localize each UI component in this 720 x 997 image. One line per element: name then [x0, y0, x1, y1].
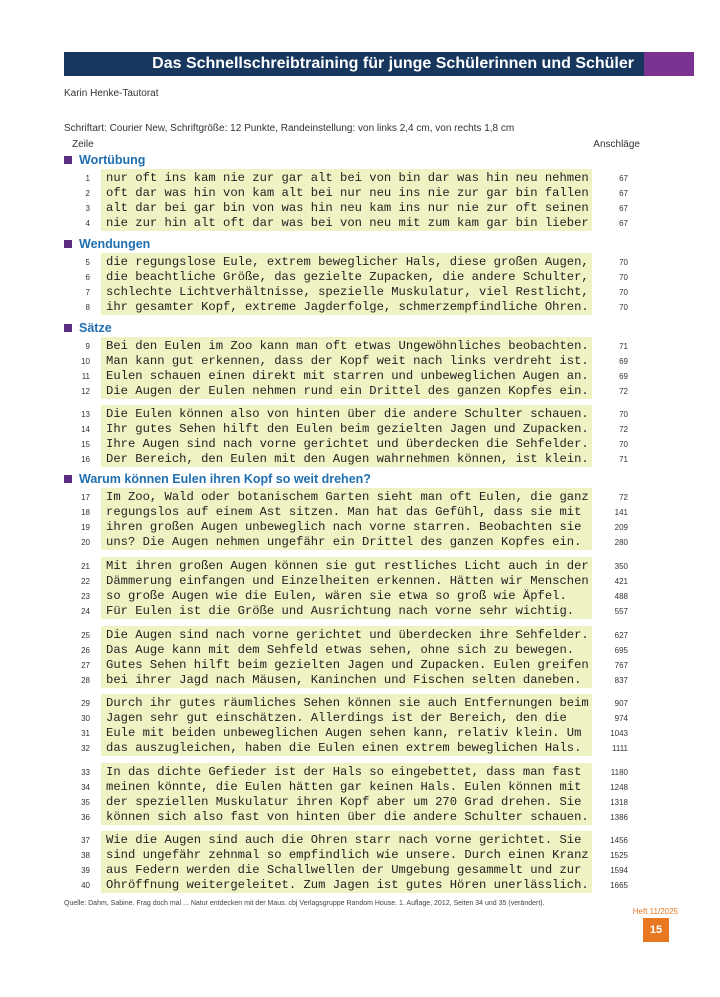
exercise-line	[0, 520, 720, 535]
exercise-line	[0, 505, 720, 520]
keystroke-count: 280	[614, 538, 628, 547]
exercise-line	[0, 863, 720, 878]
exercise-line	[0, 643, 720, 658]
keystroke-count: 70	[619, 273, 628, 282]
section-title: Wortübung	[79, 153, 146, 167]
line-text: das auszugleichen, haben die Eulen einen extrem beweglichen Hals.	[106, 741, 582, 755]
source-citation: Quelle: Dahm, Sabine. Frag doch mal ... Natur entdecken mit der Maus. cbj Verlagsgruppe Random House. 1. Auflage, 2012, Seiten 34 und 35 (verändert).	[64, 900, 545, 907]
page-number: 15	[643, 918, 669, 942]
font-info: Schriftart: Courier New, Schriftgröße: 12 Punkte, Randeinstellung: von links 2,4 cm, von rechts 1,8 cm	[64, 123, 515, 134]
exercise-line	[0, 833, 720, 848]
keystroke-count: 695	[614, 646, 628, 655]
keystroke-count: 557	[614, 607, 628, 616]
line-number: 31	[81, 729, 90, 738]
line-number: 22	[81, 577, 90, 586]
section-warum	[64, 471, 371, 487]
keystroke-count: 627	[614, 631, 628, 640]
keystroke-count: 1043	[610, 729, 628, 738]
line-text: Die Augen der Eulen nehmen rund ein Drittel des ganzen Kopfes ein.	[106, 384, 589, 398]
keystroke-count: 1525	[610, 851, 628, 860]
line-text: die beachtliche Größe, das gezielte Zupacken, die andere Schulter,	[106, 270, 589, 284]
exercise-line	[0, 795, 720, 810]
exercise-line	[0, 384, 720, 399]
line-number: 13	[81, 410, 90, 419]
line-text: sind ungefähr zehnmal so empfindlich wie unsere. Durch einen Kranz	[106, 848, 589, 862]
keystroke-count: 72	[619, 493, 628, 502]
line-number: 8	[85, 303, 90, 312]
exercise-line	[0, 490, 720, 505]
exercise-line	[0, 422, 720, 437]
exercise-line	[0, 255, 720, 270]
column-header-zeile: Zeile	[72, 139, 94, 150]
line-text: schlechte Lichtverhältnisse, spezielle Muskulatur, viel Restlicht,	[106, 285, 589, 299]
line-text: In das dichte Gefieder ist der Hals so eingebettet, dass man fast	[106, 765, 582, 779]
line-number: 4	[85, 219, 90, 228]
line-text: Ihre Augen sind nach vorne gerichtet und überdecken die Sehfelder.	[106, 437, 589, 451]
exercise-line	[0, 201, 720, 216]
exercise-line	[0, 437, 720, 452]
line-number: 10	[81, 357, 90, 366]
line-text: Die Eulen können also von hinten über die andere Schulter schauen.	[106, 407, 589, 421]
line-number: 2	[85, 189, 90, 198]
section-title: Warum können Eulen ihren Kopf so weit drehen?	[79, 472, 371, 486]
line-text: so große Augen wie die Eulen, wären sie etwa so groß wie Äpfel.	[106, 589, 567, 603]
line-number: 23	[81, 592, 90, 601]
header-accent	[644, 52, 694, 76]
keystroke-count: 72	[619, 387, 628, 396]
line-text: Durch ihr gutes räumliches Sehen können sie auch Entfernungen beim	[106, 696, 589, 710]
exercise-line	[0, 407, 720, 422]
keystroke-count: 67	[619, 204, 628, 213]
keystroke-count: 1180	[610, 768, 628, 777]
line-text: Bei den Eulen im Zoo kann man oft etwas Ungewöhnliches beobachten.	[106, 339, 589, 353]
exercise-line	[0, 604, 720, 619]
keystroke-count: 350	[614, 562, 628, 571]
line-text: Im Zoo, Wald oder botanischem Garten sieht man oft Eulen, die ganz	[106, 490, 589, 504]
line-number: 16	[81, 455, 90, 464]
exercise-line	[0, 765, 720, 780]
line-text: Dämmerung einfangen und Einzelheiten erkennen. Hätten wir Menschen	[106, 574, 589, 588]
author: Karin Henke-Tautorat	[64, 88, 159, 99]
line-text: bei ihrer Jagd nach Mäusen, Kaninchen und Fischen selten daneben.	[106, 673, 582, 687]
line-text: Eule mit beiden unbeweglichen Augen sehen kann, relativ klein. Um	[106, 726, 582, 740]
line-text: ihr gesamter Kopf, extreme Jagderfolge, schmerzempfindliche Ohren.	[106, 300, 589, 314]
line-text: Jagen sehr gut einschätzen. Allerdings ist der Bereich, den die	[106, 711, 567, 725]
exercise-line	[0, 658, 720, 673]
exercise-line	[0, 589, 720, 604]
line-text: Die Augen sind nach vorne gerichtet und überdecken ihre Sehfelder.	[106, 628, 589, 642]
line-number: 11	[81, 372, 90, 381]
line-number: 3	[85, 204, 90, 213]
exercise-line	[0, 878, 720, 893]
line-number: 9	[85, 342, 90, 351]
line-text: Für Eulen ist die Größe und Ausrichtung nach vorne sehr wichtig.	[106, 604, 575, 618]
keystroke-count: 1386	[610, 813, 628, 822]
exercise-line	[0, 780, 720, 795]
line-number: 20	[81, 538, 90, 547]
exercise-line	[0, 300, 720, 315]
exercise-line	[0, 628, 720, 643]
exercise-line	[0, 741, 720, 756]
exercise-line	[0, 535, 720, 550]
line-number: 18	[81, 508, 90, 517]
exercise-line	[0, 270, 720, 285]
section-wortuebung	[64, 152, 145, 168]
bullet-square	[64, 156, 72, 164]
line-number: 36	[81, 813, 90, 822]
line-text: können sich also fast von hinten über die andere Schulter schauen.	[106, 810, 589, 824]
exercise-line	[0, 216, 720, 231]
line-text: aus Federn werden die Schallwellen der Umgebung gesammelt und zur	[106, 863, 582, 877]
line-text: der speziellen Muskulatur ihren Kopf aber um 270 Grad drehen. Sie	[106, 795, 582, 809]
line-text: ihren großen Augen unbeweglich nach vorne starren. Beobachten sie	[106, 520, 582, 534]
column-header-anschlaege: Anschläge	[593, 139, 640, 150]
keystroke-count: 71	[619, 342, 628, 351]
line-number: 28	[81, 676, 90, 685]
line-number: 32	[81, 744, 90, 753]
exercise-line	[0, 696, 720, 711]
keystroke-count: 71	[619, 455, 628, 464]
line-text: nur oft ins kam nie zur gar alt bei von bin dar was hin neu nehmen	[106, 171, 589, 185]
keystroke-count: 70	[619, 410, 628, 419]
line-number: 6	[85, 273, 90, 282]
line-number: 26	[81, 646, 90, 655]
keystroke-count: 1665	[610, 881, 628, 890]
bullet-square	[64, 324, 72, 332]
keystroke-count: 141	[614, 508, 628, 517]
keystroke-count: 1594	[610, 866, 628, 875]
line-text: Ihr gutes Sehen hilft den Eulen beim gezielten Jagen und Zupacken.	[106, 422, 589, 436]
exercise-line	[0, 285, 720, 300]
exercise-line	[0, 452, 720, 467]
keystroke-count: 209	[614, 523, 628, 532]
keystroke-count: 69	[619, 357, 628, 366]
line-number: 1	[85, 174, 90, 183]
keystroke-count: 70	[619, 303, 628, 312]
section-title: Sätze	[79, 321, 112, 335]
line-text: Gutes Sehen hilft beim gezielten Jagen und Zupacken. Eulen greifen	[106, 658, 589, 672]
line-number: 34	[81, 783, 90, 792]
page-title: Das Schnellschreibtraining für junge Schülerinnen und Schüler	[152, 55, 634, 72]
keystroke-count: 70	[619, 258, 628, 267]
line-number: 7	[85, 288, 90, 297]
keystroke-count: 767	[614, 661, 628, 670]
line-number: 12	[81, 387, 90, 396]
exercise-line	[0, 711, 720, 726]
keystroke-count: 1248	[610, 783, 628, 792]
exercise-line	[0, 574, 720, 589]
line-number: 25	[81, 631, 90, 640]
line-text: Mit ihren großen Augen können sie gut restliches Licht auch in der	[106, 559, 589, 573]
exercise-line	[0, 810, 720, 825]
line-text: Das Auge kann mit dem Sehfeld etwas sehen, ohne sich zu bewegen.	[106, 643, 575, 657]
exercise-line	[0, 339, 720, 354]
line-text: regungslos auf einem Ast sitzen. Man hat das Gefühl, dass sie mit	[106, 505, 582, 519]
line-number: 29	[81, 699, 90, 708]
line-text: Wie die Augen sind auch die Ohren starr nach vorne gerichtet. Sie	[106, 833, 582, 847]
line-text: die regungslose Eule, extrem beweglicher Hals, diese großen Augen,	[106, 255, 589, 269]
keystroke-count: 1318	[610, 798, 628, 807]
exercise-line	[0, 726, 720, 741]
keystroke-count: 69	[619, 372, 628, 381]
keystroke-count: 67	[619, 189, 628, 198]
line-number: 15	[81, 440, 90, 449]
line-text: meinen könnte, die Eulen hätten gar keinen Hals. Eulen können mit	[106, 780, 582, 794]
keystroke-count: 67	[619, 174, 628, 183]
line-number: 38	[81, 851, 90, 860]
keystroke-count: 907	[614, 699, 628, 708]
bullet-square	[64, 475, 72, 483]
keystroke-count: 1111	[611, 744, 628, 753]
keystroke-count: 421	[614, 577, 628, 586]
line-text: alt dar bei gar bin von was hin neu kam ins nur nie zur oft seinen	[106, 201, 589, 215]
section-wendungen	[64, 236, 150, 252]
line-number: 40	[81, 881, 90, 890]
line-number: 14	[81, 425, 90, 434]
issue-label: Heft 11/2025	[632, 907, 678, 916]
exercise-line	[0, 848, 720, 863]
bullet-square	[64, 240, 72, 248]
keystroke-count: 974	[614, 714, 628, 723]
line-text: nie zur hin alt oft dar was bei von neu mit zum kam gar bin lieber	[106, 216, 589, 230]
exercise-line	[0, 186, 720, 201]
exercise-line	[0, 369, 720, 384]
line-text: oft dar was hin von kam alt bei nur neu ins nie zur gar bin fallen	[106, 186, 589, 200]
line-number: 39	[81, 866, 90, 875]
keystroke-count: 70	[619, 440, 628, 449]
exercise-line	[0, 673, 720, 688]
keystroke-count: 837	[614, 676, 628, 685]
line-text: uns? Die Augen nehmen ungefähr ein Drittel des ganzen Kopfes ein.	[106, 535, 582, 549]
keystroke-count: 70	[619, 288, 628, 297]
exercise-line	[0, 171, 720, 186]
line-number: 33	[81, 768, 90, 777]
line-text: Ohröffnung weitergeleitet. Zum Jagen ist gutes Hören unerlässlich.	[106, 878, 589, 892]
line-number: 37	[81, 836, 90, 845]
line-text: Man kann gut erkennen, dass der Kopf weit nach links verdreht ist.	[106, 354, 589, 368]
line-number: 27	[81, 661, 90, 670]
line-number: 30	[81, 714, 90, 723]
line-number: 35	[81, 798, 90, 807]
keystroke-count: 488	[614, 592, 628, 601]
exercise-line	[0, 354, 720, 369]
keystroke-count: 67	[619, 219, 628, 228]
line-number: 17	[81, 493, 90, 502]
line-text: Der Bereich, den Eulen mit den Augen wahrnehmen können, ist klein.	[106, 452, 589, 466]
line-number: 5	[85, 258, 90, 267]
section-title: Wendungen	[79, 237, 151, 251]
exercise-line	[0, 559, 720, 574]
line-text: Eulen schauen einen direkt mit starren und unbeweglichen Augen an.	[106, 369, 589, 383]
keystroke-count: 72	[619, 425, 628, 434]
keystroke-count: 1456	[610, 836, 628, 845]
line-number: 21	[81, 562, 90, 571]
line-number: 19	[81, 523, 90, 532]
line-number: 24	[81, 607, 90, 616]
section-saetze	[64, 320, 112, 336]
